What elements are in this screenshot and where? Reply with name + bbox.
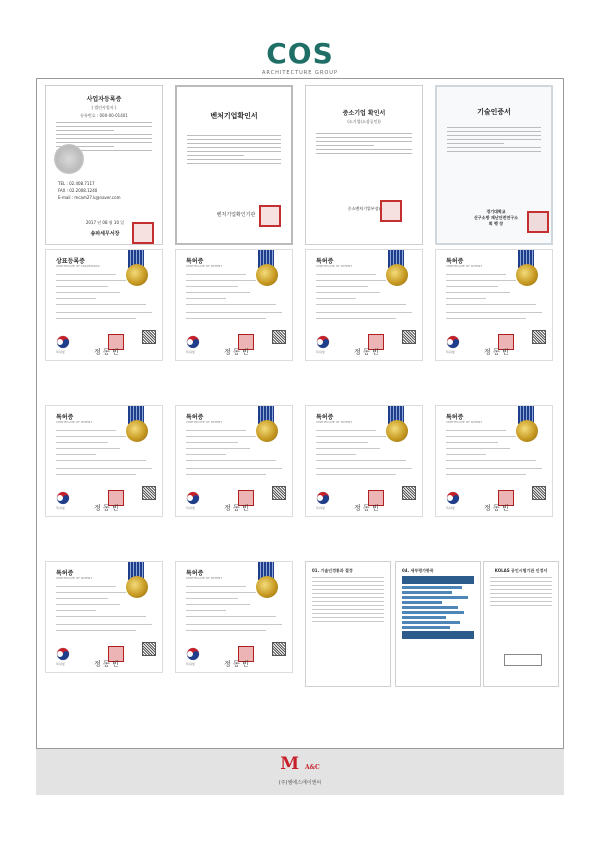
- commissioner-signature: 정 동 빈: [94, 660, 119, 668]
- certificate-subtitle: CERTIFICATE OF PATENT: [316, 264, 353, 268]
- patent-certificate: [435, 249, 553, 361]
- commissioner-signature: 정 동 빈: [94, 504, 119, 512]
- gold-medal-icon: [516, 420, 538, 442]
- company-logo: [0, 37, 600, 76]
- qr-code: [272, 642, 286, 656]
- commissioner-signature: 정 동 빈: [224, 504, 249, 512]
- org-line-1: 경기대학교: [486, 209, 506, 214]
- logo-text: COS: [266, 37, 334, 70]
- certificate-title: 특허증: [56, 414, 74, 421]
- taegeuk-seal-icon: [446, 490, 460, 504]
- patent-certificate: [175, 405, 293, 517]
- certificate-title: 특허증: [446, 258, 464, 265]
- taegeuk-seal-icon: [56, 490, 70, 504]
- red-stamp: [259, 205, 281, 227]
- gold-medal-icon: [256, 576, 278, 598]
- report-title: 01. 기술인정통과 결정: [312, 568, 353, 573]
- red-stamp: [380, 200, 402, 222]
- agency-label: 특허청: [186, 350, 195, 354]
- report-doc-2: [395, 561, 481, 687]
- gold-medal-icon: [126, 576, 148, 598]
- footer-brand-sub: A&C: [304, 764, 320, 771]
- agency-label: 특허청: [186, 506, 195, 510]
- fax-text: FAX : 02.2008.1240: [58, 188, 98, 193]
- commissioner-signature: 정 동 빈: [224, 660, 249, 668]
- red-stamp: [132, 222, 154, 244]
- report-title: KOLAS 공인시험기관 인정서: [494, 568, 548, 573]
- doc-subtitle: ( 법인사업자 ): [91, 105, 117, 110]
- certificate-subtitle: CERTIFICATE OF PATENT: [446, 264, 483, 268]
- gold-medal-icon: [126, 264, 148, 286]
- qr-code: [142, 330, 156, 344]
- doc-subtitle: (소기업(소상공인)): [347, 119, 381, 124]
- qr-code: [402, 330, 416, 344]
- taegeuk-seal-icon: [316, 490, 330, 504]
- red-stamp: [527, 211, 549, 233]
- doc-title: 사업자등록증: [86, 96, 122, 103]
- watermark-seal: [54, 144, 84, 174]
- doc-issuer: 중소벤처기업부장관: [347, 206, 383, 211]
- certificate-title: 특허증: [186, 258, 204, 265]
- commissioner-signature: 정 동 빈: [94, 348, 119, 356]
- qr-code: [532, 330, 546, 344]
- certificate-title: 특허증: [186, 570, 204, 577]
- business-registration-doc: [45, 85, 163, 245]
- agency-label: 특허청: [56, 350, 65, 354]
- patent-certificate: [45, 561, 163, 673]
- commissioner-signature: 정 동 빈: [354, 504, 379, 512]
- certificate-frame: [36, 78, 564, 794]
- gold-medal-icon: [256, 420, 278, 442]
- certificate-title: 특허증: [316, 258, 334, 265]
- taegeuk-seal-icon: [186, 490, 200, 504]
- patent-certificate: [175, 249, 293, 361]
- taegeuk-seal-icon: [56, 646, 70, 660]
- trademark-certificate: [45, 249, 163, 361]
- footer-brand: M: [280, 754, 300, 774]
- certificate-subtitle: CERTIFICATE OF PATENT: [316, 420, 353, 424]
- patent-certificate: [305, 249, 423, 361]
- qr-code: [142, 642, 156, 656]
- kolas-mark: [504, 654, 542, 666]
- footer-bar: [36, 748, 564, 795]
- certificate-subtitle: CERTIFICATE OF TRADEMARK: [56, 264, 100, 268]
- agency-label: 특허청: [446, 350, 455, 354]
- doc-issuer: 송파세무서장: [90, 231, 120, 237]
- patent-certificate: [435, 405, 553, 517]
- gold-medal-icon: [256, 264, 278, 286]
- tel-text: TEL : 02.408.7117: [58, 181, 95, 186]
- org-line-3: 회 행 장: [488, 221, 504, 226]
- venture-confirmation-doc: [175, 85, 293, 245]
- commissioner-signature: 정 동 빈: [224, 348, 249, 356]
- certificate-subtitle: CERTIFICATE OF PATENT: [186, 576, 223, 580]
- commissioner-signature: 정 동 빈: [484, 504, 509, 512]
- certificate-subtitle: CERTIFICATE OF PATENT: [56, 420, 93, 424]
- sme-confirmation-doc: [305, 85, 423, 245]
- agency-label: 특허청: [56, 506, 65, 510]
- certificate-subtitle: CERTIFICATE OF PATENT: [56, 576, 93, 580]
- doc-footer: 벤처기업확인기관: [216, 212, 256, 218]
- gold-medal-icon: [516, 264, 538, 286]
- patent-certificate: [175, 561, 293, 673]
- certificate-subtitle: CERTIFICATE OF PATENT: [186, 264, 223, 268]
- email-text: E-mail : mcam27.k@naver.com: [58, 195, 121, 200]
- taegeuk-seal-icon: [186, 334, 200, 348]
- certificate-title: 특허증: [316, 414, 334, 421]
- certificate-title: 상표등록증: [56, 258, 85, 265]
- patent-certificate: [305, 405, 423, 517]
- agency-label: 특허청: [186, 662, 195, 666]
- commissioner-signature: 정 동 빈: [354, 348, 379, 356]
- report-doc-1: [305, 561, 391, 687]
- commissioner-signature: 정 동 빈: [484, 348, 509, 356]
- org-line-2: 산구소방 재난안전연구소: [474, 215, 518, 220]
- tech-certificate-doc: [435, 85, 553, 245]
- qr-code: [272, 486, 286, 500]
- gold-medal-icon: [386, 420, 408, 442]
- qr-code: [532, 486, 546, 500]
- footer-logo: [36, 755, 564, 786]
- taegeuk-seal-icon: [186, 646, 200, 660]
- taegeuk-seal-icon: [316, 334, 330, 348]
- doc-title: 기술인증서: [477, 108, 511, 116]
- qr-code: [142, 486, 156, 500]
- report-title: 04. 세부평가항목: [402, 568, 434, 573]
- taegeuk-seal-icon: [446, 334, 460, 348]
- logo-subtitle: ARCHITECTURE GROUP: [262, 70, 338, 76]
- gold-medal-icon: [386, 264, 408, 286]
- report-doc-3: [483, 561, 559, 687]
- agency-label: 특허청: [316, 506, 325, 510]
- certificate-subtitle: CERTIFICATE OF PATENT: [446, 420, 483, 424]
- agency-label: 특허청: [316, 350, 325, 354]
- doc-title: 중소기업 확인서: [342, 110, 386, 117]
- gold-medal-icon: [126, 420, 148, 442]
- certificate-title: 특허증: [186, 414, 204, 421]
- doc-title: 벤처기업확인서: [210, 112, 258, 120]
- footer-company: (주)엠에스에이엔씨: [278, 780, 322, 786]
- patent-certificate: [45, 405, 163, 517]
- doc-number: 등록번호 : 000-00-01401: [80, 113, 128, 118]
- certificate-subtitle: CERTIFICATE OF PATENT: [186, 420, 223, 424]
- doc-date: 2017 년 08 월 10 일: [85, 220, 125, 225]
- qr-code: [402, 486, 416, 500]
- qr-code: [272, 330, 286, 344]
- certificate-title: 특허증: [56, 570, 74, 577]
- certificate-title: 특허증: [446, 414, 464, 421]
- agency-label: 특허청: [446, 506, 455, 510]
- agency-label: 특허청: [56, 662, 65, 666]
- taegeuk-seal-icon: [56, 334, 70, 348]
